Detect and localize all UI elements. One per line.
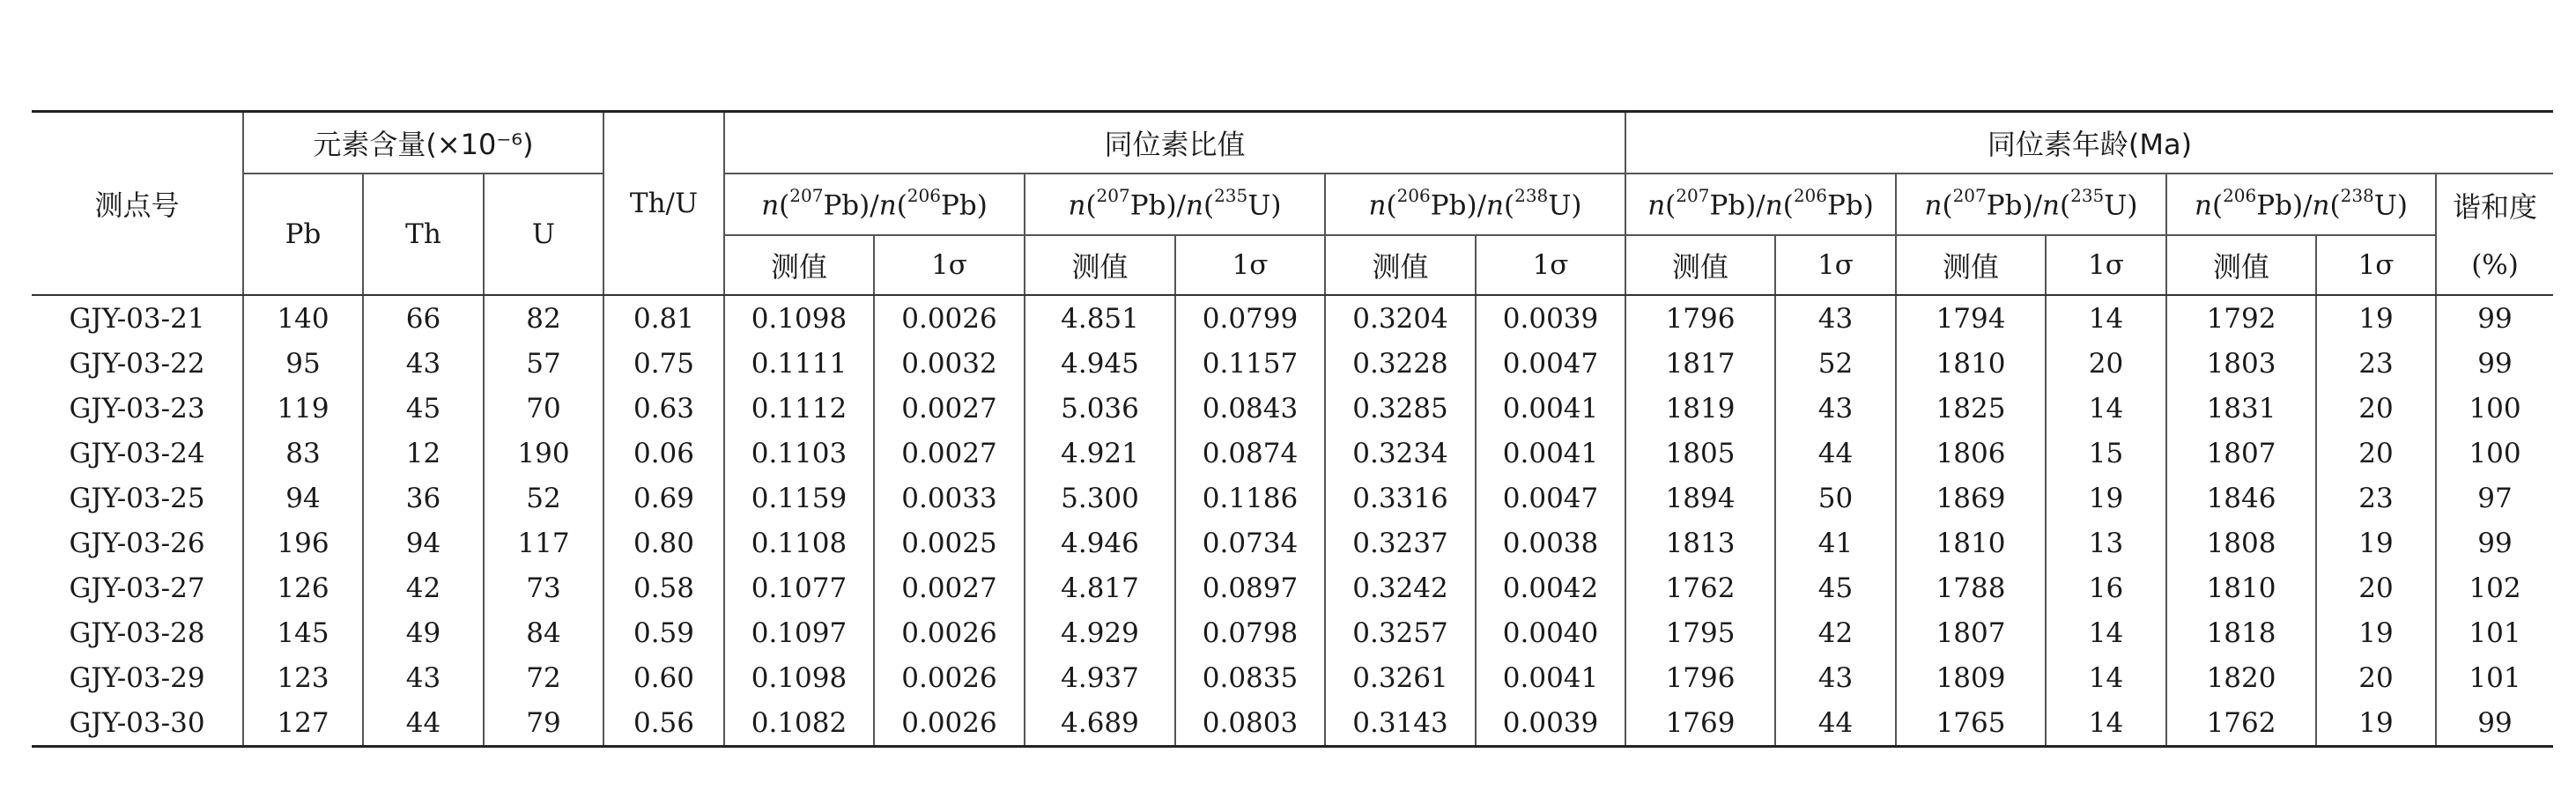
sample-id-cell: GJY-03-26 (32, 520, 243, 565)
ratio-75-sigma-cell: 0.0897 (1175, 565, 1325, 610)
age-75-value-cell: 1807 (1896, 610, 2046, 655)
pb-cell: 126 (243, 565, 363, 610)
element-symbol: Pb (1986, 189, 2023, 222)
sigma-header: 1σ (1175, 235, 1325, 295)
ratio-76-sigma-cell: 0.0032 (874, 341, 1025, 386)
n-symbol: n (1186, 189, 1203, 222)
n-symbol: n (1486, 189, 1504, 222)
ratio-75-value-cell: 5.036 (1025, 386, 1175, 431)
age-75-sigma-cell: 14 (2046, 295, 2166, 341)
ratio-68-sigma-cell: 0.0047 (1476, 341, 1625, 386)
age-68-value-cell: 1820 (2166, 655, 2316, 700)
th-cell: 49 (363, 610, 484, 655)
ratio-68-sigma-cell: 0.0041 (1476, 431, 1625, 476)
th-u-cell: 0.75 (603, 341, 724, 386)
u-cell: 52 (484, 476, 603, 520)
age-75-sigma-cell: 14 (2046, 610, 2166, 655)
th-u-cell: 0.58 (603, 565, 724, 610)
ratio-76-value-cell: 0.1112 (724, 386, 874, 431)
ratio-75-value-cell: 4.929 (1025, 610, 1175, 655)
ratio-76-sigma-cell: 0.0026 (874, 700, 1025, 747)
age-75-value-cell: 1825 (1896, 386, 2046, 431)
ratio-75-value-cell: 4.921 (1025, 431, 1175, 476)
pb-cell: 83 (243, 431, 363, 476)
age-75-value-cell: 1869 (1896, 476, 2046, 520)
ratio-68-value-cell: 0.3237 (1325, 520, 1476, 565)
ratio-76-value-cell: 0.1111 (724, 341, 874, 386)
th-header: Th (363, 173, 484, 295)
age-75-sigma-cell: 14 (2046, 700, 2166, 747)
ratio-68-sigma-cell: 0.0041 (1476, 655, 1625, 700)
sigma-header: 1σ (1775, 235, 1896, 295)
u-cell: 57 (484, 341, 603, 386)
measured-header: 测值 (1625, 235, 1775, 295)
age-68-sigma-cell: 19 (2316, 520, 2436, 565)
ratio-75-value-cell: 4.817 (1025, 565, 1175, 610)
sample-id-cell: GJY-03-21 (32, 295, 243, 341)
th-cell: 43 (363, 341, 484, 386)
n-symbol: n (1924, 189, 1943, 222)
ratio-75-sigma-cell: 0.0734 (1175, 520, 1325, 565)
age-68-sigma-cell: 20 (2316, 565, 2436, 610)
th-cell: 44 (363, 700, 484, 747)
age-76-value-cell: 1813 (1625, 520, 1775, 565)
isotope-ratio-header: 同位素比值 (724, 112, 1625, 174)
age-68-value-cell: 1846 (2166, 476, 2316, 520)
age-68-value-cell: 1831 (2166, 386, 2316, 431)
table-row (32, 520, 2553, 565)
age-75-sigma-cell: 19 (2046, 476, 2166, 520)
th-u-cell: 0.80 (603, 520, 724, 565)
age-76-value-cell: 1795 (1625, 610, 1775, 655)
ratio-76-value-cell: 0.1082 (724, 700, 874, 747)
age-75-sigma-cell: 14 (2046, 655, 2166, 700)
ratio-68-sigma-cell: 0.0047 (1476, 476, 1625, 520)
age-76-sigma-cell: 43 (1775, 386, 1896, 431)
isotope-mass: 206 (2223, 184, 2257, 206)
age-75-sigma-cell: 13 (2046, 520, 2166, 565)
ratio-68-value-cell: 0.3234 (1325, 431, 1476, 476)
element-symbol: Pb (1827, 189, 1863, 222)
age-pb207-u235-header: n($^{207}$Pb)/n($^{235}$U) (1896, 173, 2166, 235)
age-75-sigma-cell: 14 (2046, 386, 2166, 431)
age-75-sigma-cell: 16 (2046, 565, 2166, 610)
ratio-68-sigma-cell: 0.0039 (1476, 295, 1625, 341)
ratio-76-sigma-cell: 0.0026 (874, 610, 1025, 655)
age-76-value-cell: 1796 (1625, 295, 1775, 341)
age-68-sigma-cell: 20 (2316, 655, 2436, 700)
concordance-cell: 101 (2436, 610, 2553, 655)
table-row (32, 431, 2553, 476)
isotope-mass: 207 (1952, 184, 1987, 206)
isotope-mass: 206 (1396, 184, 1431, 206)
isotope-mass: 238 (1514, 184, 1549, 206)
measured-header: 测值 (724, 235, 874, 295)
age-68-sigma-cell: 19 (2316, 610, 2436, 655)
concordance-cell: 100 (2436, 386, 2553, 431)
ratio-76-sigma-cell: 0.0033 (874, 476, 1025, 520)
u-cell: 73 (484, 565, 603, 610)
age-76-sigma-cell: 52 (1775, 341, 1896, 386)
th-u-header: Th/U (603, 112, 724, 296)
ratio-68-sigma-cell: 0.0041 (1476, 386, 1625, 431)
isotope-mass: 207 (1096, 184, 1130, 206)
ratio-75-sigma-cell: 0.1157 (1175, 341, 1325, 386)
concordance-cell: 99 (2436, 520, 2553, 565)
table-row (32, 565, 2553, 610)
n-symbol: n (878, 189, 897, 222)
pb-cell: 95 (243, 341, 363, 386)
concordance-unit-header: (%) (2436, 235, 2553, 295)
age-75-value-cell: 1810 (1896, 341, 2046, 386)
age-75-value-cell: 1788 (1896, 565, 2046, 610)
ratio-75-sigma-cell: 0.0835 (1175, 655, 1325, 700)
concordance-cell: 102 (2436, 565, 2553, 610)
ratio-68-value-cell: 0.3257 (1325, 610, 1476, 655)
ratio-76-value-cell: 0.1108 (724, 520, 874, 565)
ratio-75-value-cell: 4.689 (1025, 700, 1175, 747)
age-68-sigma-cell: 23 (2316, 341, 2436, 386)
ratio-68-sigma-cell: 0.0039 (1476, 700, 1625, 747)
isotope-mass: 207 (789, 184, 824, 206)
sample-id-cell: GJY-03-24 (32, 431, 243, 476)
element-content-header: 元素含量(×10⁻⁶) (243, 112, 603, 174)
ratio-76-value-cell: 0.1103 (724, 431, 874, 476)
th-u-cell: 0.56 (603, 700, 724, 747)
ratio-76-sigma-cell: 0.0027 (874, 386, 1025, 431)
pb-cell: 140 (243, 295, 363, 341)
age-68-value-cell: 1803 (2166, 341, 2316, 386)
sigma-header: 1σ (1476, 235, 1625, 295)
age-76-sigma-cell: 43 (1775, 655, 1896, 700)
age-68-sigma-cell: 20 (2316, 386, 2436, 431)
concordance-cell: 99 (2436, 700, 2553, 747)
age-68-value-cell: 1810 (2166, 565, 2316, 610)
u-header: U (484, 173, 603, 295)
pb-cell: 127 (243, 700, 363, 747)
ratio-pb207-pb206-header: n($^{207}$Pb)/n($^{206}$Pb) (724, 173, 1025, 235)
th-cell: 42 (363, 565, 484, 610)
sigma-header: 1σ (2316, 235, 2436, 295)
element-symbol: Pb (1129, 189, 1166, 222)
age-76-sigma-cell: 43 (1775, 295, 1896, 341)
age-68-value-cell: 1807 (2166, 431, 2316, 476)
sample-id-cell: GJY-03-22 (32, 341, 243, 386)
age-pb207-pb206-header: n($^{207}$Pb)/n($^{206}$Pb) (1625, 173, 1896, 235)
pb-cell: 119 (243, 386, 363, 431)
u-cell: 72 (484, 655, 603, 700)
ratio-76-value-cell: 0.1098 (724, 655, 874, 700)
th-cell: 66 (363, 295, 484, 341)
isotope-mass: 206 (907, 184, 941, 206)
age-76-value-cell: 1769 (1625, 700, 1775, 747)
concordance-cell: 100 (2436, 431, 2553, 476)
th-u-cell: 0.81 (603, 295, 724, 341)
age-68-value-cell: 1808 (2166, 520, 2316, 565)
n-symbol: n (1068, 189, 1086, 222)
ratio-68-sigma-cell: 0.0042 (1476, 565, 1625, 610)
age-pb206-u238-header: n($^{206}$Pb)/n($^{238}$U) (2166, 173, 2436, 235)
measured-header: 测值 (2166, 235, 2316, 295)
ratio-75-value-cell: 4.851 (1025, 295, 1175, 341)
sigma-header: 1σ (2046, 235, 2166, 295)
th-cell: 36 (363, 476, 484, 520)
n-symbol: n (1647, 189, 1666, 222)
n-symbol: n (761, 189, 780, 222)
ratio-75-sigma-cell: 0.0799 (1175, 295, 1325, 341)
ratio-76-sigma-cell: 0.0026 (874, 295, 1025, 341)
element-symbol: Pb (1709, 189, 1746, 222)
measured-header: 测值 (1325, 235, 1476, 295)
isotope-mass: 235 (2070, 184, 2105, 206)
age-68-value-cell: 1762 (2166, 700, 2316, 747)
th-cell: 43 (363, 655, 484, 700)
th-cell: 45 (363, 386, 484, 431)
element-symbol: U (1548, 189, 1572, 222)
ratio-68-value-cell: 0.3228 (1325, 341, 1476, 386)
ratio-75-value-cell: 4.945 (1025, 341, 1175, 386)
n-symbol: n (1765, 189, 1783, 222)
pb-header: Pb (243, 173, 363, 295)
sample-id-cell: GJY-03-27 (32, 565, 243, 610)
element-symbol: U (1247, 189, 1271, 222)
th-u-cell: 0.60 (603, 655, 724, 700)
concordance-cell: 99 (2436, 341, 2553, 386)
concordance-cell: 101 (2436, 655, 2553, 700)
age-76-sigma-cell: 45 (1775, 565, 1896, 610)
age-76-sigma-cell: 41 (1775, 520, 1896, 565)
age-76-value-cell: 1894 (1625, 476, 1775, 520)
ratio-75-sigma-cell: 0.0874 (1175, 431, 1325, 476)
table-row (32, 476, 2553, 520)
pb-cell: 145 (243, 610, 363, 655)
ratio-75-value-cell: 5.300 (1025, 476, 1175, 520)
age-76-sigma-cell: 42 (1775, 610, 1896, 655)
element-symbol: Pb (940, 189, 977, 222)
age-76-value-cell: 1819 (1625, 386, 1775, 431)
table-row (32, 341, 2553, 386)
table-row (32, 700, 2553, 747)
sample-id-cell: GJY-03-30 (32, 700, 243, 747)
u-cell: 190 (484, 431, 603, 476)
age-76-sigma-cell: 44 (1775, 431, 1896, 476)
n-symbol: n (2042, 189, 2060, 222)
isotope-mass: 238 (2340, 184, 2374, 206)
age-75-value-cell: 1794 (1896, 295, 2046, 341)
ratio-68-value-cell: 0.3285 (1325, 386, 1476, 431)
n-symbol: n (2194, 189, 2212, 222)
isotope-data-table (32, 110, 2553, 748)
age-75-sigma-cell: 20 (2046, 341, 2166, 386)
table-row (32, 386, 2553, 431)
isotope-mass: 235 (1214, 184, 1248, 206)
isotope-mass: 206 (1793, 184, 1827, 206)
age-75-value-cell: 1765 (1896, 700, 2046, 747)
ratio-76-sigma-cell: 0.0027 (874, 431, 1025, 476)
ratio-pb206-u238-header: n($^{206}$Pb)/n($^{238}$U) (1325, 173, 1625, 235)
element-symbol: Pb (823, 189, 860, 222)
u-cell: 117 (484, 520, 603, 565)
ratio-68-value-cell: 0.3242 (1325, 565, 1476, 610)
sample-id-cell: GJY-03-29 (32, 655, 243, 700)
age-76-value-cell: 1762 (1625, 565, 1775, 610)
ratio-pb207-u235-header: n($^{207}$Pb)/n($^{235}$U) (1025, 173, 1325, 235)
age-68-sigma-cell: 23 (2316, 476, 2436, 520)
ratio-76-sigma-cell: 0.0025 (874, 520, 1025, 565)
age-68-sigma-cell: 19 (2316, 700, 2436, 747)
table-row (32, 610, 2553, 655)
sigma-header: 1σ (874, 235, 1025, 295)
ratio-75-value-cell: 4.946 (1025, 520, 1175, 565)
age-76-value-cell: 1805 (1625, 431, 1775, 476)
age-68-value-cell: 1792 (2166, 295, 2316, 341)
element-symbol: U (2104, 189, 2128, 222)
table-row (32, 655, 2553, 700)
ratio-68-value-cell: 0.3204 (1325, 295, 1476, 341)
th-u-cell: 0.69 (603, 476, 724, 520)
concordance-cell: 97 (2436, 476, 2553, 520)
th-u-cell: 0.59 (603, 610, 724, 655)
ratio-68-value-cell: 0.3261 (1325, 655, 1476, 700)
element-symbol: U (2373, 189, 2397, 222)
sample-id-cell: GJY-03-28 (32, 610, 243, 655)
ratio-76-value-cell: 0.1097 (724, 610, 874, 655)
measured-header: 测值 (1025, 235, 1175, 295)
pb-cell: 196 (243, 520, 363, 565)
age-76-sigma-cell: 44 (1775, 700, 1896, 747)
th-cell: 94 (363, 520, 484, 565)
element-symbol: Pb (2256, 189, 2292, 222)
u-cell: 82 (484, 295, 603, 341)
age-75-value-cell: 1806 (1896, 431, 2046, 476)
concordance-header: 谐和度 (2436, 173, 2553, 235)
ratio-76-value-cell: 0.1098 (724, 295, 874, 341)
th-u-cell: 0.06 (603, 431, 724, 476)
element-symbol: Pb (1430, 189, 1467, 222)
isotope-age-header: 同位素年龄(Ma) (1625, 112, 2553, 174)
ratio-68-value-cell: 0.3143 (1325, 700, 1476, 747)
n-symbol: n (1368, 189, 1387, 222)
age-76-sigma-cell: 50 (1775, 476, 1896, 520)
ratio-76-value-cell: 0.1077 (724, 565, 874, 610)
concordance-cell: 99 (2436, 295, 2553, 341)
age-75-sigma-cell: 15 (2046, 431, 2166, 476)
ratio-75-sigma-cell: 0.0843 (1175, 386, 1325, 431)
th-u-cell: 0.63 (603, 386, 724, 431)
ratio-76-sigma-cell: 0.0026 (874, 655, 1025, 700)
table-row (32, 295, 2553, 341)
pb-cell: 123 (243, 655, 363, 700)
sample-id-cell: GJY-03-25 (32, 476, 243, 520)
n-symbol: n (2312, 189, 2330, 222)
ratio-75-sigma-cell: 0.1186 (1175, 476, 1325, 520)
u-cell: 70 (484, 386, 603, 431)
th-cell: 12 (363, 431, 484, 476)
sample-id-header: 测点号 (32, 112, 243, 296)
isotope-mass: 207 (1676, 184, 1710, 206)
ratio-68-sigma-cell: 0.0038 (1476, 520, 1625, 565)
age-68-value-cell: 1818 (2166, 610, 2316, 655)
age-76-value-cell: 1817 (1625, 341, 1775, 386)
ratio-68-value-cell: 0.3316 (1325, 476, 1476, 520)
u-cell: 84 (484, 610, 603, 655)
ratio-75-value-cell: 4.937 (1025, 655, 1175, 700)
ratio-76-sigma-cell: 0.0027 (874, 565, 1025, 610)
pb-cell: 94 (243, 476, 363, 520)
measured-header: 测值 (1896, 235, 2046, 295)
ratio-75-sigma-cell: 0.0803 (1175, 700, 1325, 747)
age-75-value-cell: 1810 (1896, 520, 2046, 565)
ratio-76-value-cell: 0.1159 (724, 476, 874, 520)
age-68-sigma-cell: 19 (2316, 295, 2436, 341)
age-75-value-cell: 1809 (1896, 655, 2046, 700)
sample-id-cell: GJY-03-23 (32, 386, 243, 431)
ratio-75-sigma-cell: 0.0798 (1175, 610, 1325, 655)
age-68-sigma-cell: 20 (2316, 431, 2436, 476)
age-76-value-cell: 1796 (1625, 655, 1775, 700)
ratio-68-sigma-cell: 0.0040 (1476, 610, 1625, 655)
u-cell: 79 (484, 700, 603, 747)
